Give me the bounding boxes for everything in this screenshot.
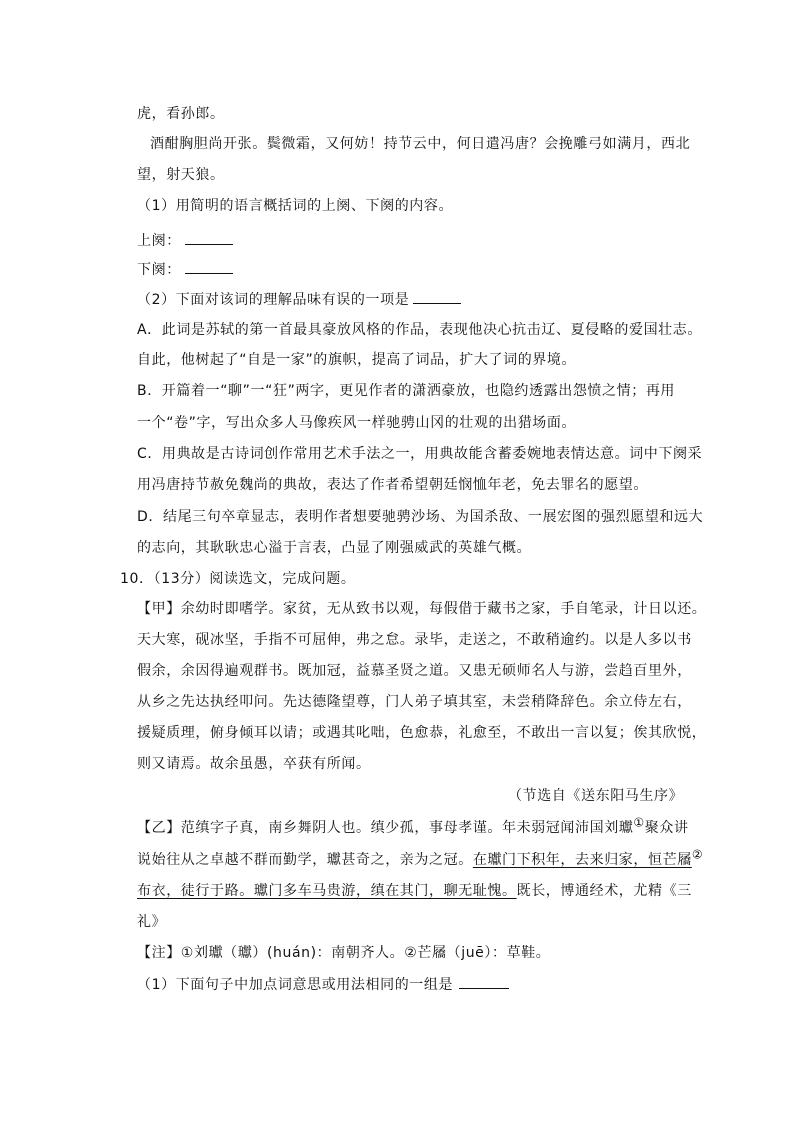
question-2-text: （2）下面对该词的理解品味有误的一项是 <box>137 292 410 308</box>
answer-line-upper <box>137 230 233 250</box>
answer-blank-lower[interactable] <box>185 259 233 274</box>
poem-line: 酒酣胸胆尚开张。鬓微霜，又何妨！持节云中，何日遣冯唐？会挽雕弓如满月，西北 <box>150 136 691 152</box>
option-d: D．结尾三句卒章显志，表明作者想要驰骋沙场、为国杀敌、一展宏图的强烈愿望和远大 <box>137 509 704 525</box>
option-c-cont: 用冯唐持节赦免魏尚的典故，表达了作者希望朝廷悯恤年老，免去罪名的愿望。 <box>137 477 648 493</box>
question-10-heading: 10．（13分）阅读选文，完成问题。 <box>120 571 356 587</box>
option-b-cont: 一个“卷”字，写出众多人马像疾风一样驰骋山冈的壮观的出猎场面。 <box>137 415 577 431</box>
passage-jia-line: 则又请焉。故余虽愚，卒获有所闻。 <box>137 756 371 772</box>
option-c: C．用典故是古诗词创作常用艺术手法之一，用典故能含蓄委婉地表情达意。词中下阕采 <box>137 446 703 462</box>
footnote-marker-1: ① <box>633 815 645 830</box>
passage-jia-line: 援疑质理，俯身倾耳以请；或遇其叱咄，色愈恭，礼愈至，不敢出一言以复；俟其欣悦， <box>137 725 707 741</box>
answer-blank-q2[interactable] <box>413 289 461 304</box>
passage-yi-line <box>137 847 704 870</box>
question-2 <box>137 289 461 309</box>
question-10-1 <box>137 974 509 994</box>
footnote-marker-2: ② <box>691 847 704 862</box>
passage-yi-text: 既长，博通经术，尤精《三 <box>516 883 692 899</box>
answer-label-lower: 下阕： <box>137 262 181 278</box>
passage-yi-text: 聚众讲 <box>644 820 689 836</box>
passage-yi-text: 【乙】范缜字子真，南乡舞阴人也。缜少孤，事母孝谨。年未弱冠闻沛国刘瓛 <box>137 820 634 836</box>
passage-yi-line: 礼》 <box>137 914 167 930</box>
passage-yi <box>137 815 689 838</box>
answer-blank-upper[interactable] <box>185 230 233 245</box>
question-10-1-text: （1）下面句子中加点词意思或用法相同的一组是 <box>137 977 454 993</box>
option-d-cont: 的志向，其耿耿忠心溢于言表，凸显了刚强威武的英雄气概。 <box>137 540 532 556</box>
underlined-sentence: 布衣，徒行于路。瓛门多车马贵游，缜在其门，聊无耻愧。 <box>137 883 517 899</box>
passage-jia-line: 从乡之先达执经叩问。先达德隆望尊，门人弟子填其室，未尝稍降辞色。余立侍左右， <box>137 694 692 710</box>
passage-jia: 【甲】余幼时即嗜学。家贫，无从致书以观，每假借于藏书之家，手自笔录，计日以还。 <box>137 601 707 617</box>
passage-yi-text: 说始往从之卓越不群而勤学，瓛甚奇之，亲为之冠。 <box>137 852 473 868</box>
poem-line: 虎，看孙郎。 <box>137 106 225 122</box>
source-citation: （节选自《送东阳马生序》 <box>508 788 684 804</box>
poem-line: 望，射天狼。 <box>137 167 225 183</box>
passage-yi-line <box>137 881 692 901</box>
option-a-cont: 自此，他树起了“自是一家”的旗帜，提高了词品，扩大了词的界境。 <box>137 352 577 368</box>
answer-label-upper: 上阕： <box>137 233 181 249</box>
annotation-note: 【注】①刘瓛（瓛）(huán)：南朝齐人。②芒屩（juē）：草鞋。 <box>137 945 551 961</box>
answer-line-lower <box>137 259 233 279</box>
underlined-sentence: 在瓛门下积年，去来归家，恒芒屩 <box>472 852 692 868</box>
passage-jia-line: 天大寒，砚冰坚，手指不可屈伸，弗之怠。录毕，走送之，不敢稍逾约。以是人多以书 <box>137 632 692 648</box>
option-a: A．此词是苏轼的第一首最具豪放风格的作品，表现他决心抗击辽、夏侵略的爱国壮志。 <box>137 322 702 338</box>
answer-blank-q10-1[interactable] <box>459 974 509 989</box>
option-b: B．开篇着一“聊”一“狂”两字，更见作者的潇洒豪放，也隐约透露出怨愤之情；再用 <box>137 383 676 399</box>
passage-jia-line: 假余，余因得遍观群书。既加冠，益慕圣贤之道。又患无硕师名人与游，尝趋百里外， <box>137 663 692 679</box>
question-1: （1）用简明的语言概括词的上阕、下阕的内容。 <box>137 198 454 214</box>
